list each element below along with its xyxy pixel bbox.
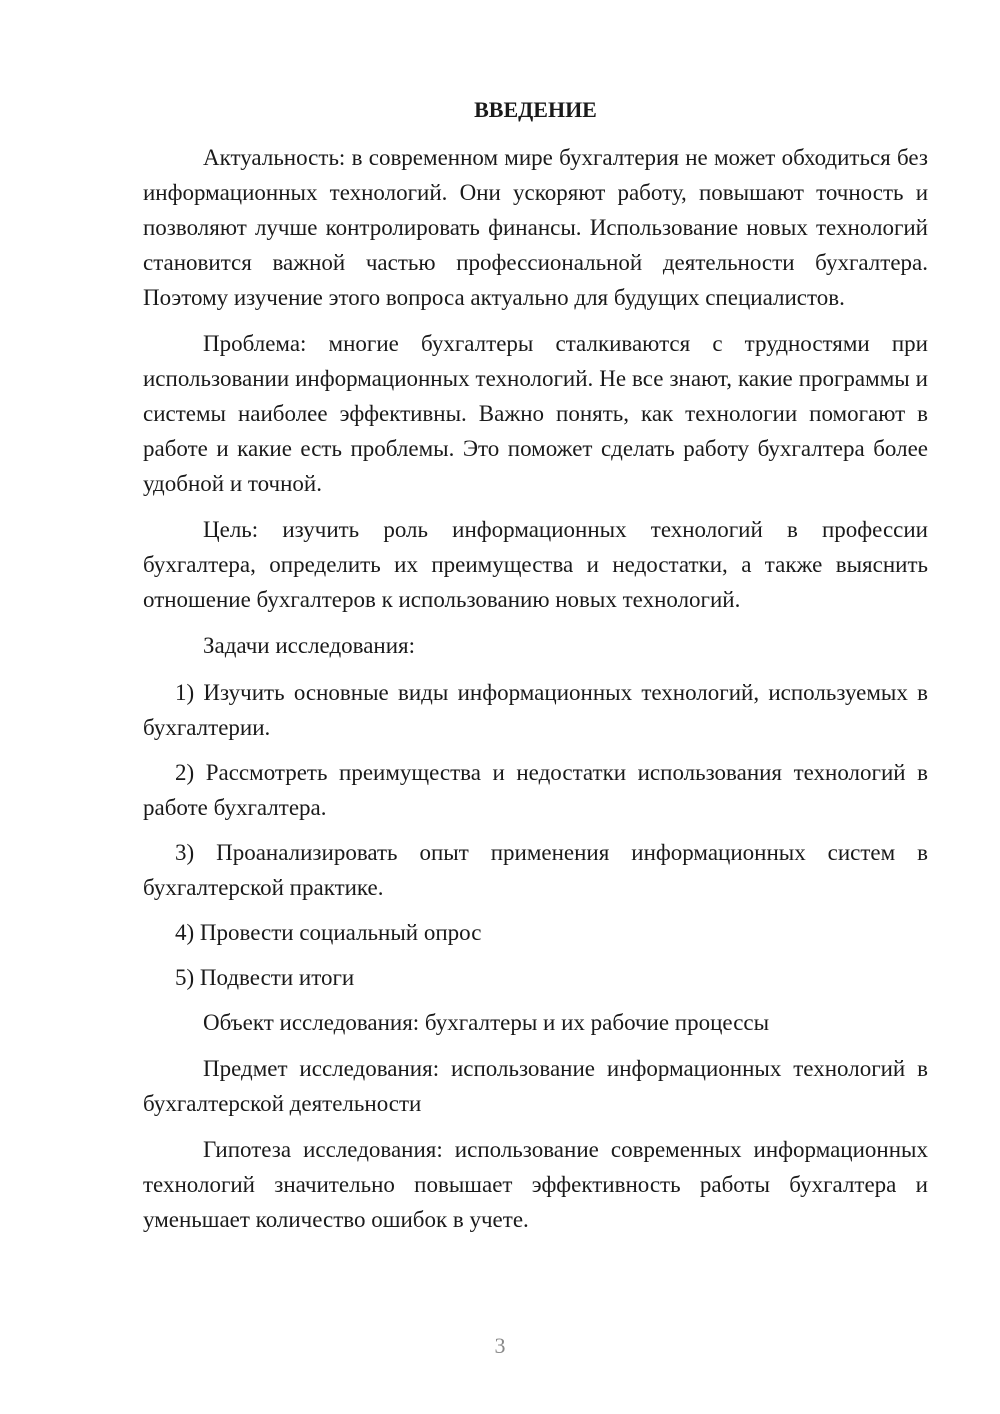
paragraph-goal: Цель: изучить роль информационных технологий в профессии бухгалтера, определить их преимущества и недостатки, а также выяснить отношение бухгалтеров к использованию новых технологий. — [143, 517, 928, 612]
task-item-1: 1) Изучить основные виды информационных технологий, используемых в бухгалтерии. — [143, 680, 928, 740]
paragraph-object: Объект исследования: бухгалтеры и их рабочие процессы — [203, 1010, 770, 1035]
paragraph-subject: Предмет исследования: использование информационных технологий в бухгалтерской деятельности — [143, 1056, 928, 1116]
task-item-2: 2) Рассмотреть преимущества и недостатки использования технологий в работе бухгалтера. — [143, 760, 928, 820]
page-number: 3 — [494, 1333, 506, 1358]
task-item-5: 5) Подвести итоги — [175, 965, 355, 990]
tasks-list — [143, 675, 928, 995]
paragraph-relevance: Актуальность: в современном мире бухгалтерия не может обходиться без информационных технологий. Они ускоряют работу, повышают точность и позволяют лучше контролировать финансы. Использование новых технологий становится важной частью профессиональной деятельности бухгалтера. Поэтому изучение этого вопроса актуально для будущих специалистов. — [143, 145, 928, 310]
document-body — [143, 96, 928, 1248]
paragraph-problem: Проблема: многие бухгалтеры сталкиваются с трудностями при использовании информационных технологий. Не все знают, какие программы и системы наиболее эффективны. Важно понять, как технологии помогают в работе и какие есть проблемы. Это поможет сделать работу бухгалтера более удобной и точной. — [143, 331, 928, 496]
page-title: ВВЕДЕНИЕ — [474, 97, 597, 122]
tasks-heading: Задачи исследования: — [203, 633, 416, 658]
task-item-3: 3) Проанализировать опыт применения информационных систем в бухгалтерской практике. — [143, 840, 928, 900]
paragraph-hypothesis: Гипотеза исследования: использование современных информационных технологий значительно повышает эффективность работы бухгалтера и уменьшает количество ошибок в учете. — [143, 1137, 928, 1232]
task-item-4: 4) Провести социальный опрос — [175, 920, 482, 945]
